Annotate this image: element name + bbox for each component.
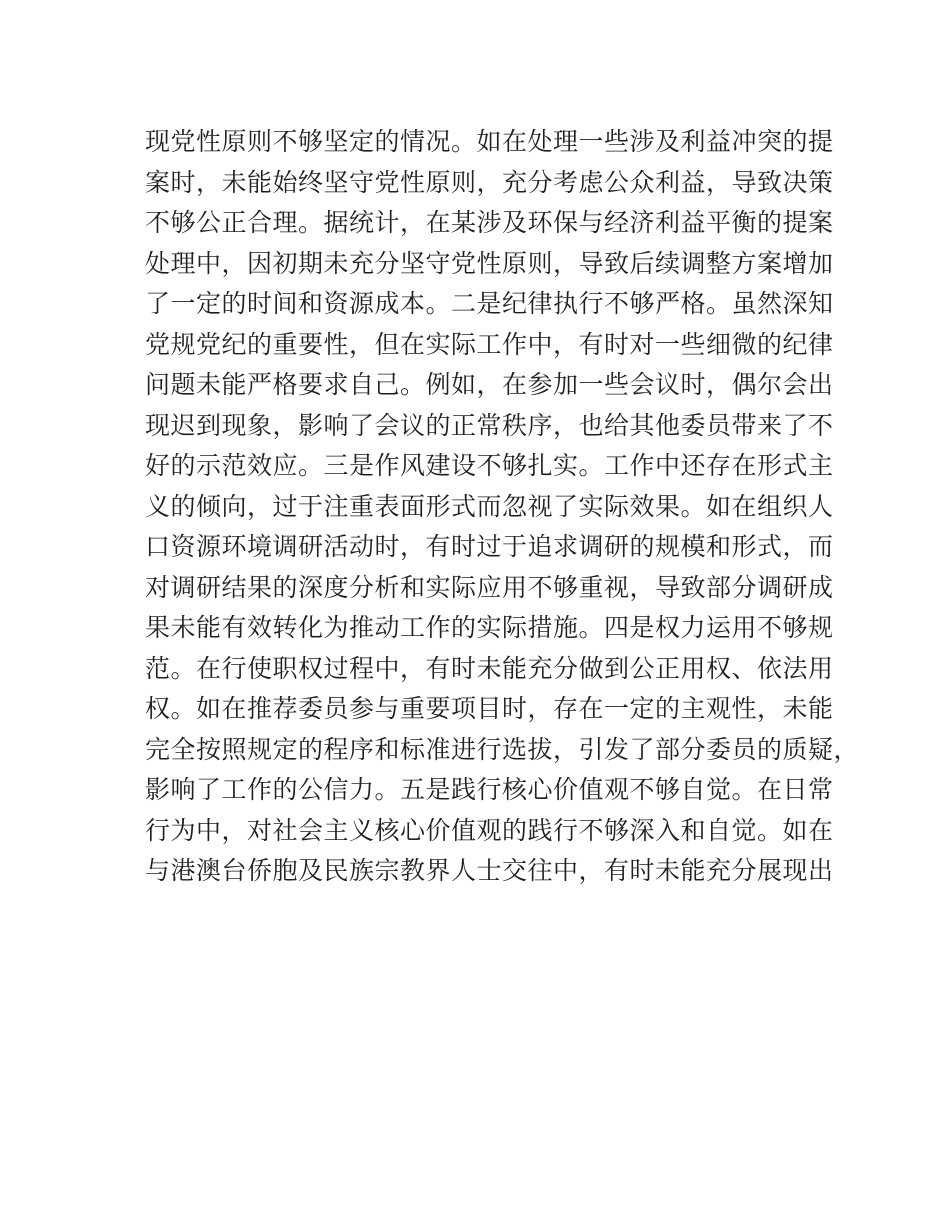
body-text: [145, 122, 860, 892]
text-line: 果未能有效转化为推动工作的实际措施。四是权力运用不够规: [145, 613, 834, 642]
text-line: 处理中，因初期未充分坚守党性原则，导致后续调整方案增加: [145, 248, 834, 278]
text-line: 口资源环境调研活动时，有时过于追求调研的规模和形式，而: [145, 532, 834, 561]
text-line: 义的倾向，过于注重表面形式而忽视了实际效果。如在组织人: [145, 491, 834, 521]
text-line: 了一定的时间和资源成本。二是纪律执行不够严格。虽然深知: [145, 289, 834, 318]
text-line: 不够公正合理。据统计，在某涉及环保与经济利益平衡的提案: [145, 208, 834, 237]
text-line: 对调研结果的深度分析和实际应用不够重视，导致部分调研成: [145, 572, 834, 602]
text-line: 党规党纪的重要性，但在实际工作中，有时对一些细微的纪律: [145, 329, 834, 359]
text-line: 完全按照规定的程序和标准进行选拔，引发了部分委员的质疑，: [145, 734, 860, 764]
text-line: 好的示范效应。三是作风建设不够扎实。工作中还存在形式主: [145, 451, 834, 480]
text-line: 权。如在推荐委员参与重要项目时，存在一定的主观性，未能: [145, 694, 834, 723]
text-line: 行为中，对社会主义核心价值观的践行不够深入和自觉。如在: [145, 815, 834, 845]
text-line: 范。在行使职权过程中，有时未能充分做到公正用权、依法用: [145, 653, 834, 683]
text-line: 现迟到现象，影响了会议的正常秩序，也给其他委员带来了不: [145, 410, 834, 440]
text-line: 现党性原则不够坚定的情况。如在处理一些涉及利益冲突的提: [145, 127, 834, 156]
text-line: 与港澳台侨胞及民族宗教界人士交往中，有时未能充分展现出: [145, 856, 834, 885]
text-line: 影响了工作的公信力。五是践行核心价值观不够自觉。在日常: [145, 775, 834, 804]
text-line: 问题未能严格要求自己。例如，在参加一些会议时，偶尔会出: [145, 370, 834, 399]
text-line: 案时，未能始终坚守党性原则，充分考虑公众利益，导致决策: [145, 167, 834, 197]
